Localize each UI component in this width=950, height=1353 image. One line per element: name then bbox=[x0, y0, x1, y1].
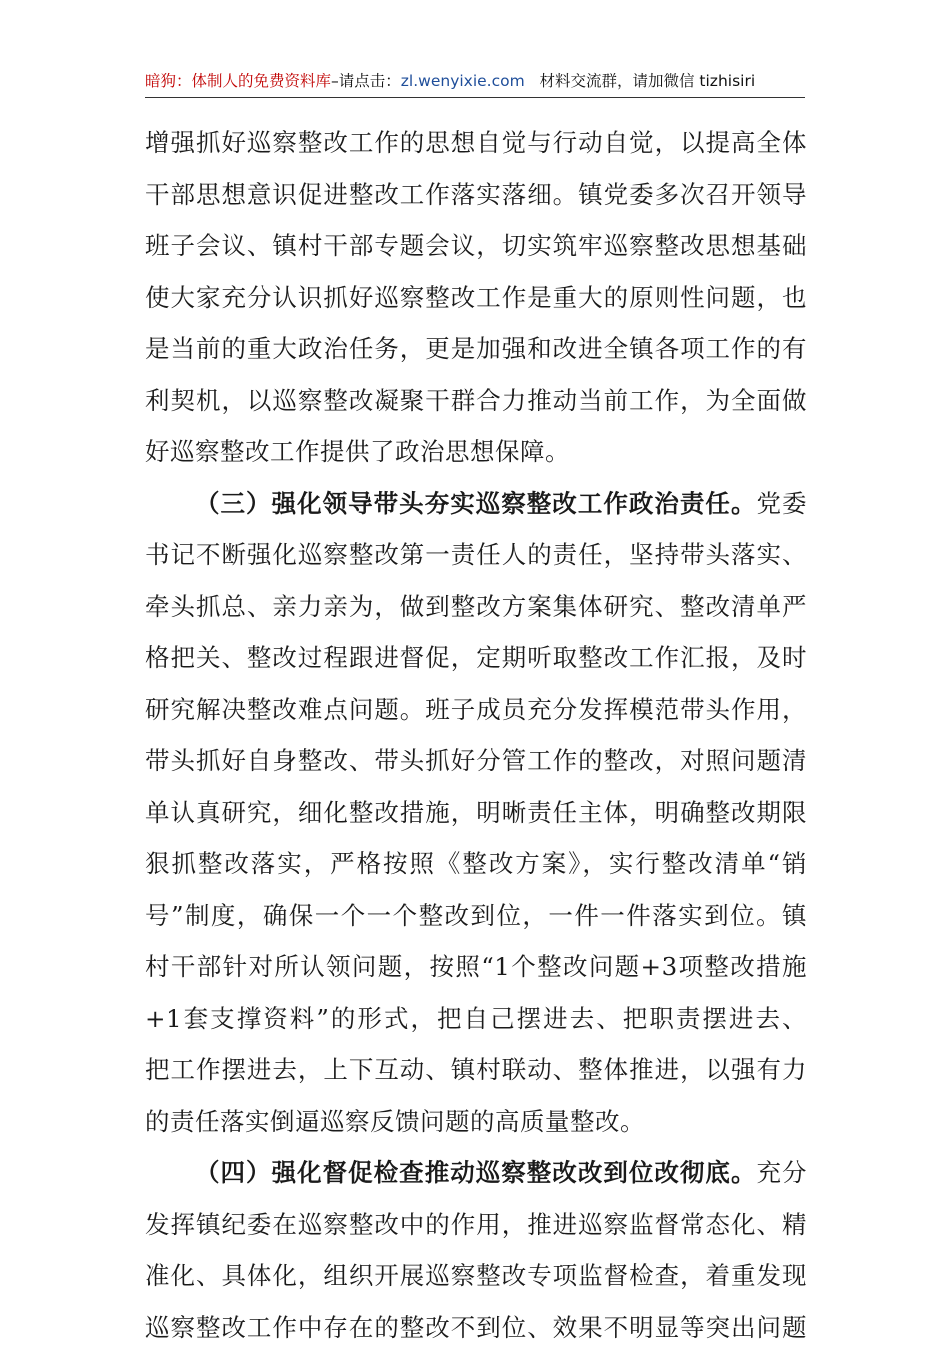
paragraph-3-first-line bbox=[145, 478, 807, 530]
paragraph-3-heading: （三）强化领导带头夯实巡察整改工作政治责任。 bbox=[195, 489, 756, 518]
text-line: 发挥镇纪委在巡察整改中的作用，推进巡察监督常态化、精 bbox=[145, 1199, 807, 1251]
text-line: 狠抓整改落实，严格按照《整改方案》，实行整改清单“销 bbox=[145, 838, 807, 890]
text-line: 班子会议、镇村干部专题会议，切实筑牢巡察整改思想基础 bbox=[145, 220, 807, 272]
text-line: 书记不断强化巡察整改第一责任人的责任，坚持带头落实、 bbox=[145, 529, 807, 581]
paragraph-3-lead: 党委 bbox=[756, 489, 807, 518]
text-line: 带头抓好自身整改、带头抓好分管工作的整改，对照问题清 bbox=[145, 735, 807, 787]
text-line: 是当前的重大政治任务，更是加强和改进全镇各项工作的有 bbox=[145, 323, 807, 375]
header-url-link[interactable]: zl.wenyixie.com bbox=[401, 72, 525, 90]
text-line: 干部思想意识促进整改工作落实落细。镇党委多次召开领导 bbox=[145, 169, 807, 221]
text-line: 把工作摆进去，上下互动、镇村联动、整体推进，以强有力 bbox=[145, 1044, 807, 1096]
paragraph-4-heading: （四）强化督促检查推动巡察整改改到位改彻底。 bbox=[195, 1158, 756, 1187]
header-prompt: –请点击： bbox=[331, 72, 401, 90]
page-header bbox=[145, 66, 805, 96]
text-line: 利契机，以巡察整改凝聚干群合力推动当前工作，为全面做 bbox=[145, 375, 807, 427]
text-line: 牵头抓总、亲力亲为，做到整改方案集体研究、整改清单严 bbox=[145, 581, 807, 633]
body-text bbox=[145, 117, 807, 1353]
text-line: 准化、具体化，组织开展巡察整改专项监督检查，着重发现 bbox=[145, 1250, 807, 1302]
header-divider bbox=[145, 97, 805, 98]
text-line: 格把关、整改过程跟进督促，定期听取整改工作汇报，及时 bbox=[145, 632, 807, 684]
text-line: 增强抓好巡察整改工作的思想自觉与行动自觉，以提高全体 bbox=[145, 117, 807, 169]
text-line: 号”制度，确保一个一个整改到位，一件一件落实到位。镇 bbox=[145, 890, 807, 942]
text-line: 巡察整改工作中存在的整改不到位、效果不明显等突出问题 bbox=[145, 1302, 807, 1353]
text-line: 研究解决整改难点问题。班子成员充分发挥模范带头作用， bbox=[145, 684, 807, 736]
paragraph-4-first-line bbox=[145, 1147, 807, 1199]
text-line: 的责任落实倒逼巡察反馈问题的高质量整改。 bbox=[145, 1096, 807, 1148]
text-line: 好巡察整改工作提供了政治思想保障。 bbox=[145, 426, 807, 478]
text-line: 村干部针对所认领问题，按照“1个整改问题+3项整改措施 bbox=[145, 941, 807, 993]
paragraph-4-lead: 充分 bbox=[756, 1158, 807, 1187]
header-brand: 暗狗：体制人的免费资料库 bbox=[145, 72, 331, 90]
text-line: 使大家充分认识抓好巡察整改工作是重大的原则性问题，也 bbox=[145, 272, 807, 324]
text-line: 单认真研究，细化整改措施，明晰责任主体，明确整改期限 bbox=[145, 787, 807, 839]
text-line: +1套支撑资料”的形式，把自己摆进去、把职责摆进去、 bbox=[145, 993, 807, 1045]
header-wechat: 材料交流群，请加微信 tizhisiri bbox=[540, 72, 756, 90]
